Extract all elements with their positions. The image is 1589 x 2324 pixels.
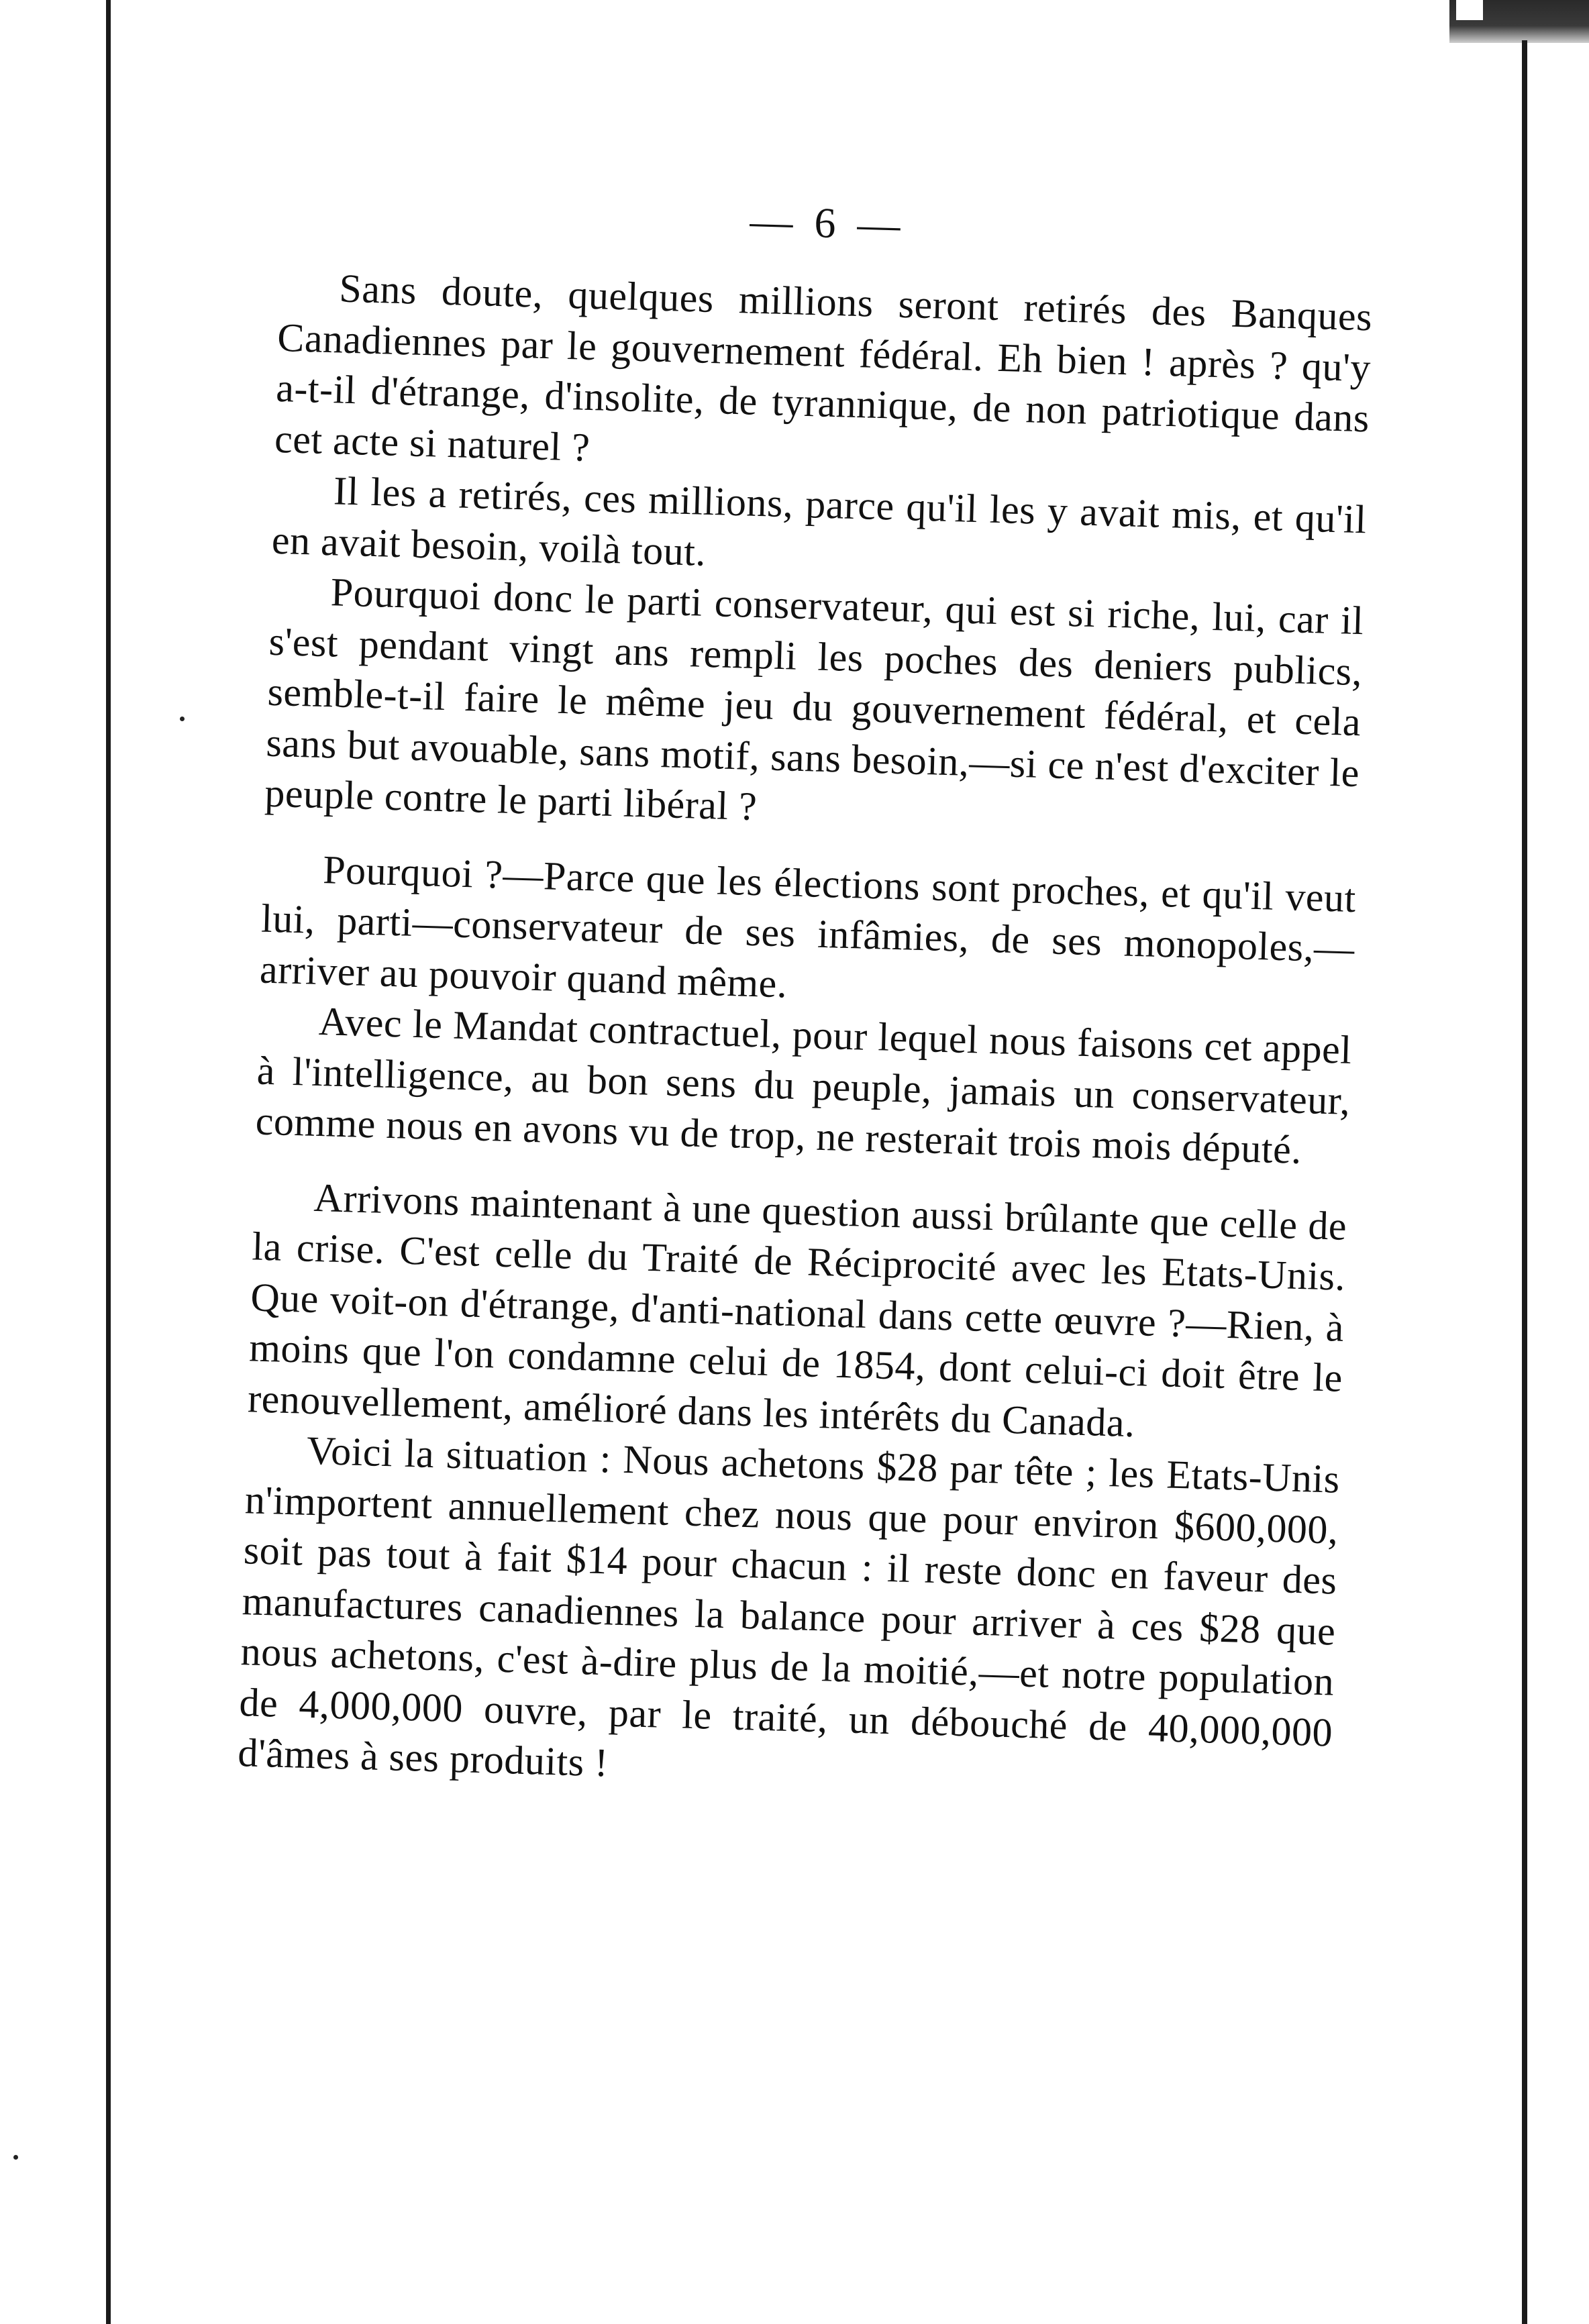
page-number: — 6 — — [749, 197, 907, 249]
scan-corner-notch — [1456, 0, 1483, 20]
scan-speck — [180, 717, 185, 721]
scan-speck — [13, 2155, 18, 2160]
scan-left-edge — [106, 0, 111, 2324]
paragraph-3: Pourquoi donc le parti conservateur, qui est si riche, lui, car il s'est pendant vingt ans rempli les poches des deniers publics, semble-t-il faire le même jeu du gouvernement fédéral, et cela sans but avouable, sans motif, sans besoin,—si ce n'est d'exciter le peuple contre le parti libéral ? — [264, 570, 1365, 829]
document-page — [238, 181, 1376, 1809]
paragraph-4: Pourquoi ?—Parce que les élections sont proches, et qu'il veut lui, parti—conservateur de ses infâmies, de ses monopoles,—arriver au pouvoir quand même. — [259, 847, 1357, 1006]
paragraph-1: Sans doute, quelques millions seront retirés des Banques Canadiennes par le gouvernement fédéral. Eh bien ! après ? qu'y a-t-il d'étrange, d'insolite, de tyrannique, de non patriotique dans cet acte si naturel ? — [274, 266, 1373, 470]
scan-right-edge — [1522, 40, 1527, 2324]
paragraph-7: Voici la situation : Nous achetons $28 par tête ; les Etats-Unis n'importent annuellement chez nous que pour environ $600,000, soit pas tout à fait $14 pour chacun : il reste donc en faveur des manufactures canadiennes la balance pour arriver à ces $28 que nous achetons, c'est à-dire plus de la moitié,—et notre population de 4,000,000 ouvre, par le traité, un débouché de 40,000,000 d'âmes à ses produits ! — [237, 1428, 1341, 1785]
paragraph-6: Arrivons maintenant à une question aussi brûlante que celle de la crise. C'est celle du Traité de Réciprocité avec les Etats-Unis. Que voit-on d'étrange, d'anti-national dans cette œuvre ?—Rien, à moins que l'on condamne celui de 1854, dont celui-ci doit être le renouvellement, amélioré dans les intérêts du Canada. — [247, 1175, 1348, 1445]
paragraph-5: Avec le Mandat contractuel, pour lequel nous faisons cet appel à l'intelligence, au bon sens du peuple, jamais un conservateur, comme nous en avons vu de trop, ne resterait trois mois député. — [254, 999, 1353, 1172]
paragraph-2: Il les a retirés, ces millions, parce qu'il les y avait mis, et qu'il en avait besoin, voilà tout. — [271, 468, 1368, 574]
